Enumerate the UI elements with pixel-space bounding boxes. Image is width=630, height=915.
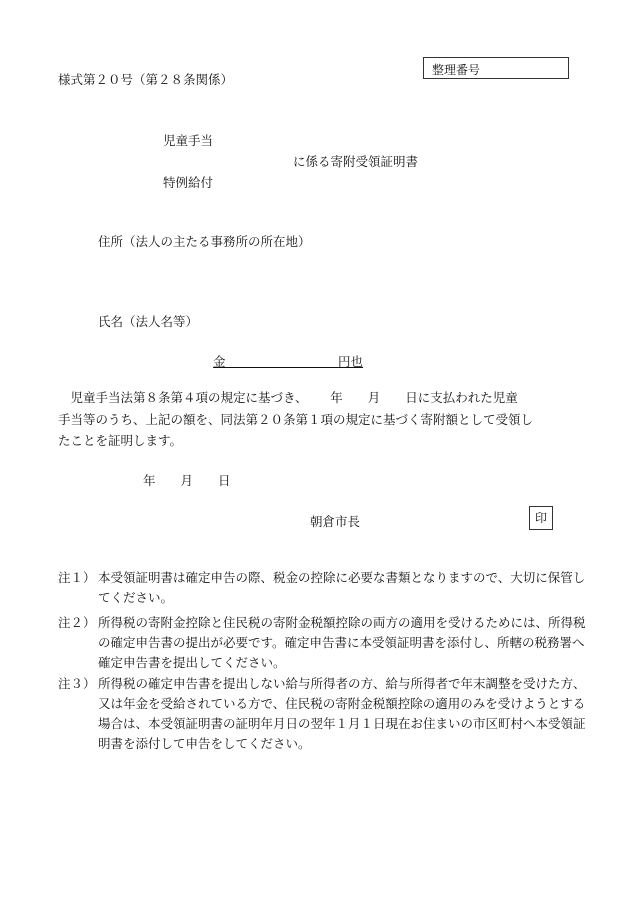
document-title: に係る寄附受領証明書 (293, 154, 419, 169)
title-option-jidou-teate: 児童手当 (163, 133, 214, 148)
certification-paragraph (58, 387, 578, 452)
seal-stamp: 印 (529, 506, 553, 530)
certification-line-2: 手当等のうち、上記の額を、同法第２０条第１項の規定に基づく寄附額として受領し (58, 411, 534, 427)
amount-suffix: 円也 (338, 354, 364, 369)
note-1-text: 本受領証明書は確定申告の際、税金の控除に必要な書類となりますので、大切に保管してください。 (98, 570, 586, 605)
issuer-name: 朝倉市長 (310, 514, 361, 529)
note-2-text: 所得税の寄附金控除と住民税の寄附金税額控除の両方の適用を受けるためには、所得税の確定申告書の提出が必要です。確定申告書に本受領証明書を添付し、所轄の税務署へ確定申告書を提出してください。 (98, 615, 586, 670)
note-2 (58, 613, 588, 673)
serial-number-label: 整理番号 (432, 63, 481, 77)
note-3 (58, 674, 588, 754)
title-option-tokurei-kyufu: 特例給付 (163, 175, 214, 190)
issue-date-line: 年 月 日 (143, 473, 231, 488)
amount-blank[interactable] (226, 354, 339, 369)
note-1 (58, 568, 588, 608)
name-label: 氏名（法人名等） (98, 314, 199, 329)
note-3-label: 注３） (58, 676, 96, 691)
amount-line[interactable] (213, 352, 363, 370)
amount-prefix: 金 (213, 354, 226, 369)
note-2-label: 注２） (58, 615, 96, 630)
form-number: 様式第２０号（第２８条関係） (58, 72, 234, 87)
certification-line-1: 児童手当法第８条第４項の規定に基づき、 年 月 日に支払われた児童 (70, 390, 518, 405)
note-1-label: 注１） (58, 570, 96, 585)
certification-line-3: たことを証明します。 (58, 433, 183, 448)
serial-number-box[interactable] (423, 57, 569, 79)
address-label: 住所（法人の主たる事務所の所在地） (98, 234, 311, 249)
note-3-text: 所得税の確定申告書を提出しない給与所得者の方、給与所得者で年末調整を受けた方、又は年金を受給されている方で、住民税の寄附金税額控除の適用のみを受けようとする場合は、本受領証明書の証明年月日の翌年１月１日現在お住まいの市区町村へ本受領証明書を添付して申告をしてください。 (98, 676, 586, 751)
